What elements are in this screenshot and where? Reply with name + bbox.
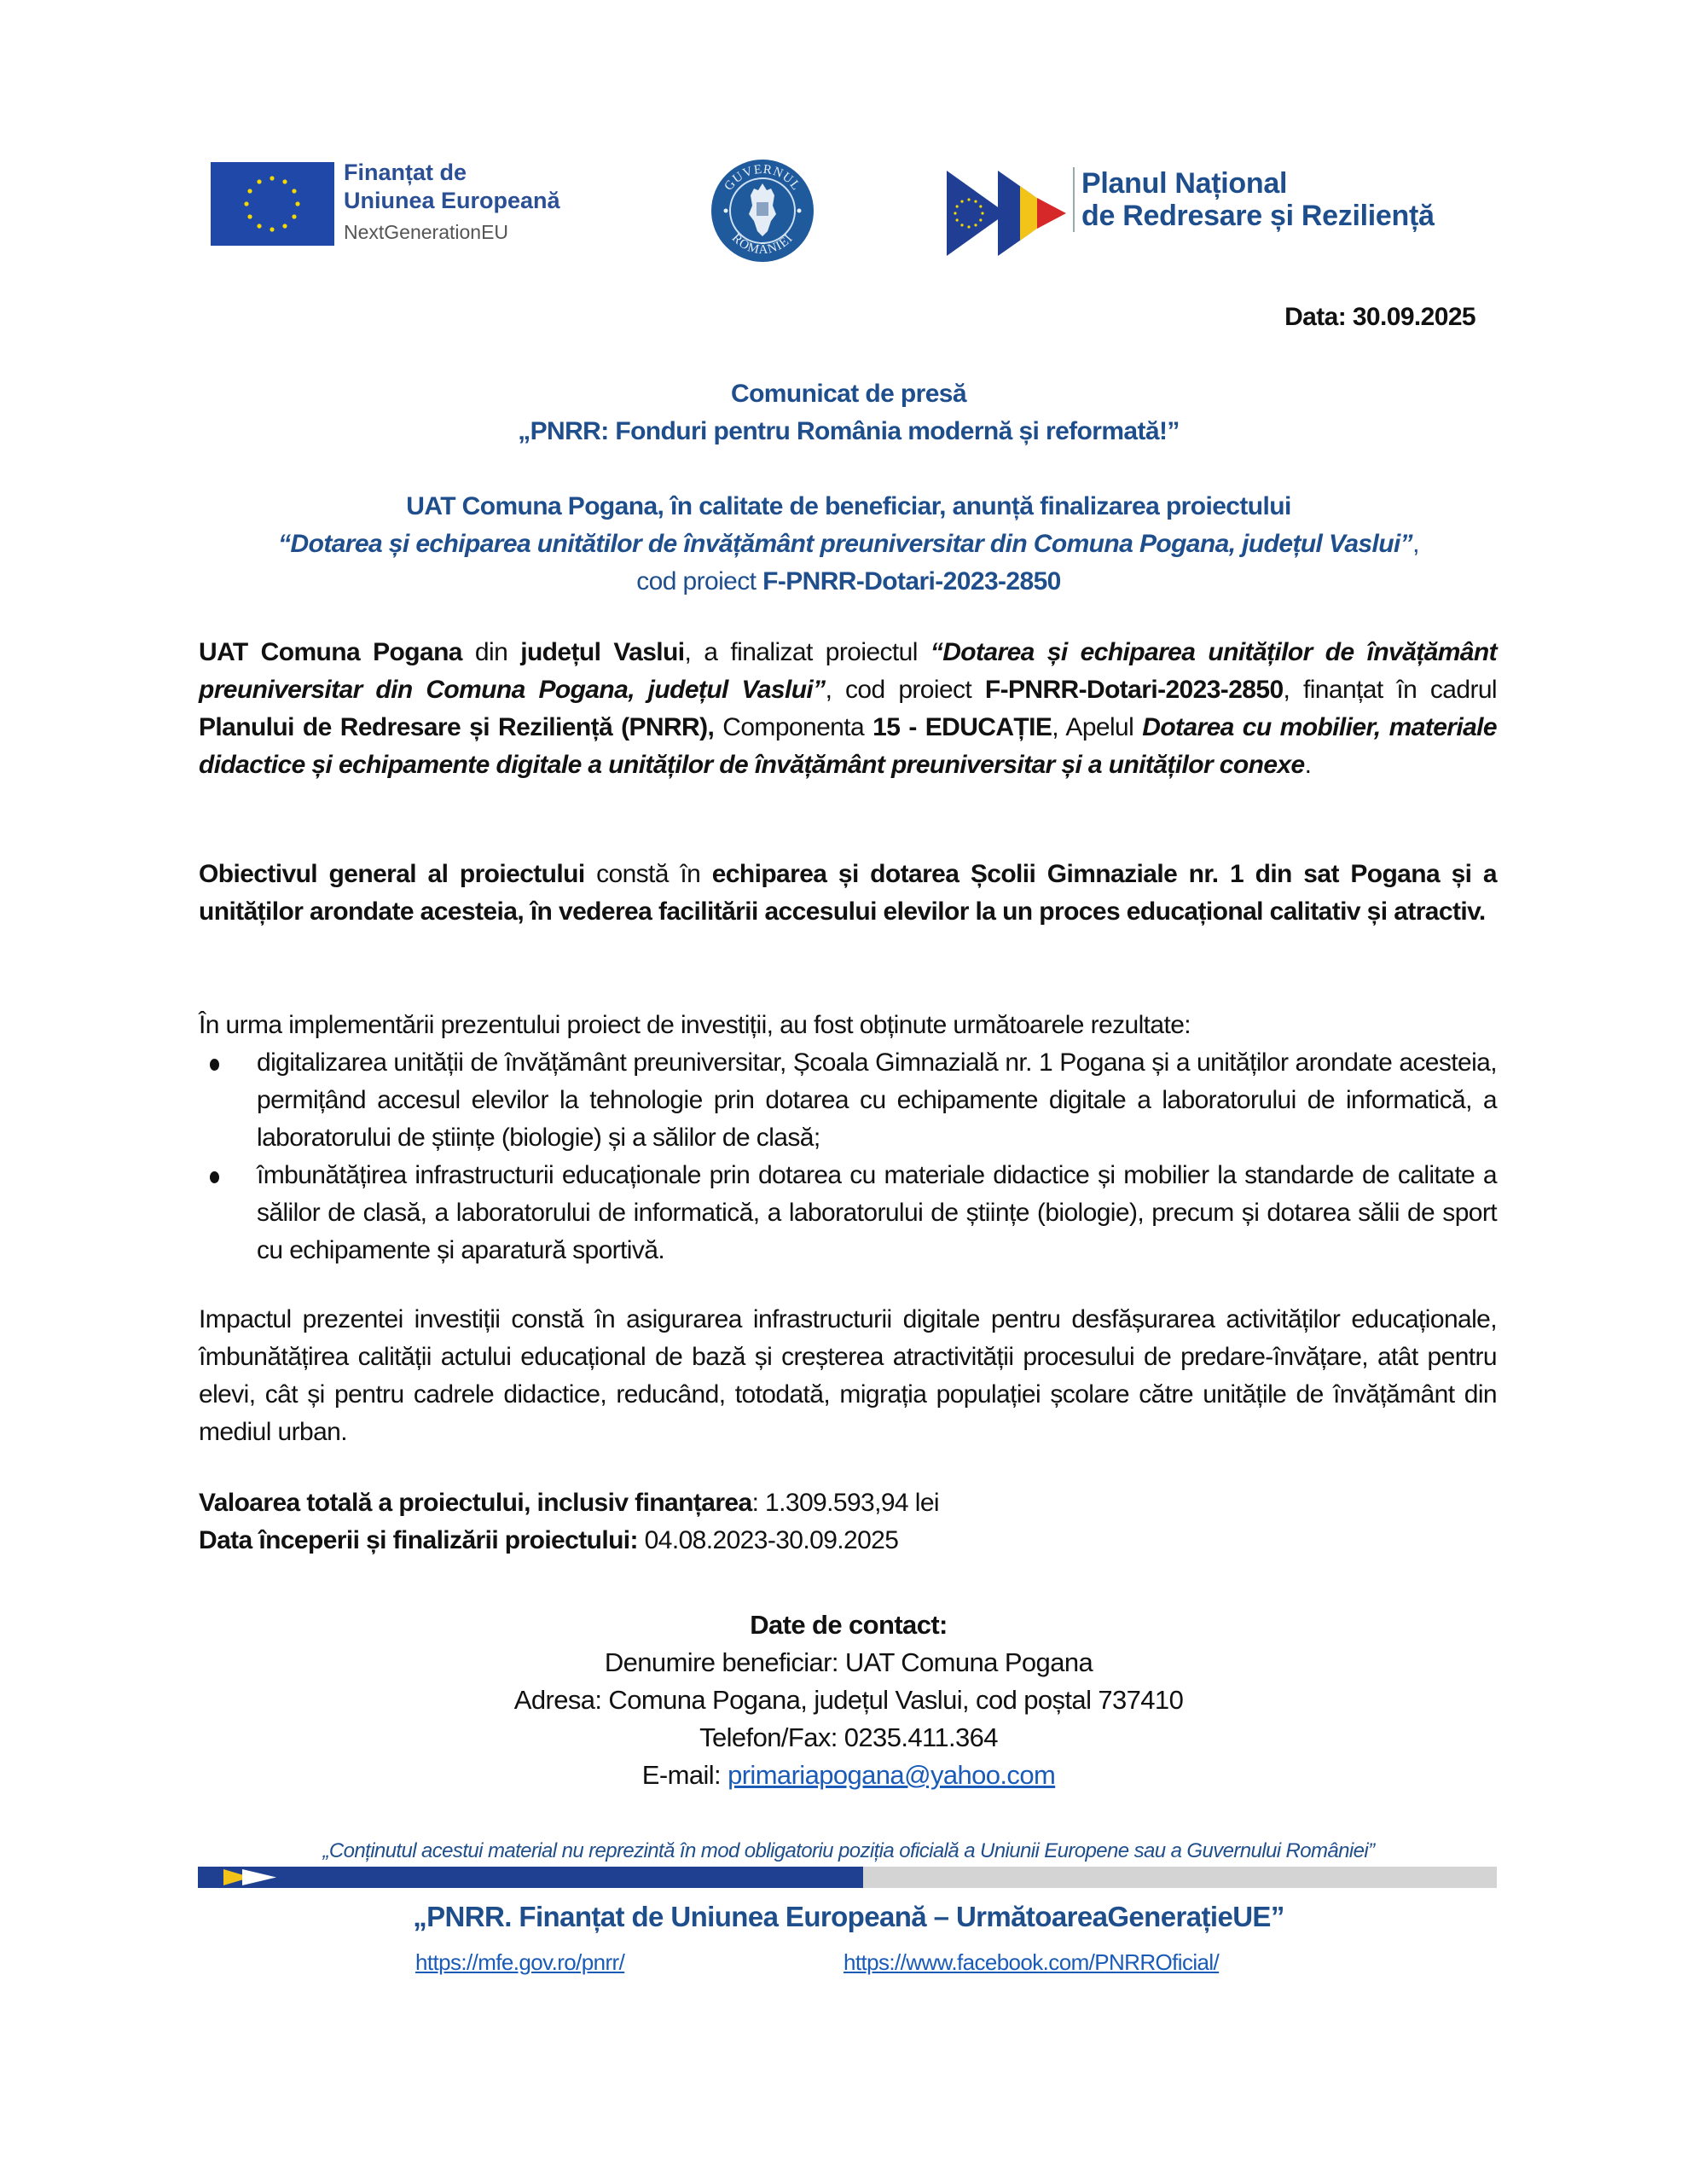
star-icon xyxy=(960,224,963,226)
footer-band xyxy=(198,1867,1497,1888)
footer-band-gray xyxy=(863,1867,1497,1888)
seal-top-text: GUVERNUL xyxy=(722,162,803,194)
results-section xyxy=(199,1007,1497,1269)
project-dates: 04.08.2023-30.09.2025 xyxy=(637,1526,899,1554)
project-value-line xyxy=(199,1484,939,1522)
project-value: 1.309.593,94 lei xyxy=(765,1489,939,1517)
list-item-text: digitalizarea unității de învățământ preuniversitar, Școala Gimnazială nr. 1 Pogana și a unităților arondate acesteia, permițând accesul elevilor la tehnologie prin dotarea cu echipamente digitale a laboratorului de informatică, a laboratorului de științe (biologie) și a sălilor de clasă; xyxy=(257,1048,1497,1152)
text-run: din xyxy=(461,638,521,666)
pnrr-facebook-link[interactable]: https://www.facebook.com/PNRROficial/ xyxy=(844,1949,1220,1975)
bullet-icon xyxy=(210,1059,219,1071)
program-name: Planului de Redresare și Reziliență (PNRR), xyxy=(199,713,715,741)
list-item-text: îmbunătățirea infrastructurii educaționale prin dotarea cu materiale didactice și mobilier la standarde de calitate a sălilor de clasă, a laboratorului de informatică, a laboratorului de științe (biologie), precum și dotarea sălii de sport cu echipamente și aparatură sportivă. xyxy=(257,1161,1497,1264)
footer-band-blue xyxy=(198,1867,863,1888)
pnrr-label-line2: de Redresare și Reziliență xyxy=(1081,200,1435,232)
project-description-paragraph xyxy=(199,634,1497,784)
footer-slogan: „PNRR. Finanțat de Uniunea Europeană – UrmătoareaGenerațieUE” xyxy=(413,1901,1284,1932)
star-icon xyxy=(247,189,252,193)
eu-flag-logo xyxy=(211,162,334,246)
star-icon xyxy=(244,201,248,206)
comma: , xyxy=(1412,530,1419,558)
text-run: , a finalizat proiectul xyxy=(684,638,930,666)
star-icon xyxy=(270,227,274,231)
contact-title: Date de contact: xyxy=(750,1610,948,1640)
impact-paragraph: Impactul prezentei investiții constă în asigurarea infrastructurii digitale pentru desfășurarea activităților educaționale, îmbunătățirea calității actului educațional de bază și creșterea atractivității procesului de predare-învățare, atât pentru elevi, cât și pentru cadrele didactice, reducând, totodată, migrația populației școlare către unitățile de învățământ din mediul urban. xyxy=(199,1305,1497,1446)
seal-bottom-text: ROMÂNIEI xyxy=(728,231,797,258)
text-run: . xyxy=(1304,751,1312,779)
star-icon xyxy=(292,214,296,218)
text-run: Componenta xyxy=(714,713,873,741)
project-dates-line xyxy=(199,1522,939,1560)
disclaimer: „Conținutul acestui material nu reprezintă în mod obligatoriu poziția oficială a Uniunii Europene sau a Guvernului României” xyxy=(322,1839,1375,1862)
separator: : xyxy=(751,1489,766,1517)
project-code-inline: F-PNRR-Dotari-2023-2850 xyxy=(984,676,1284,704)
announcement-line: UAT Comuna Pogana, în calitate de beneficiar, anunță finalizarea proiectului xyxy=(406,492,1291,520)
star-icon xyxy=(974,224,977,226)
project-title: “Dotarea și echiparea unitătilor de învățământ preuniversitar din Comuna Pogana, județul Vaslui” xyxy=(278,530,1413,558)
star-icon xyxy=(257,224,261,228)
text-run: , cod proiect xyxy=(825,676,985,704)
star-icon xyxy=(292,189,296,193)
project-code: F-PNRR-Dotari-2023-2850 xyxy=(762,567,1061,595)
document-date: Data: 30.09.2025 xyxy=(1284,303,1475,331)
project-summary xyxy=(199,1484,939,1560)
star-icon xyxy=(282,179,287,183)
star-icon xyxy=(956,218,959,221)
component-name: 15 - EDUCAȚIE xyxy=(872,713,1052,741)
star-icon xyxy=(956,205,959,207)
star-icon xyxy=(282,224,287,228)
contact-address: Adresa: Comuna Pogana, județul Vaslui, cod poștal 737410 xyxy=(513,1685,1184,1715)
bullet-icon xyxy=(210,1171,219,1183)
project-title-inline: “Dotarea și echiparea unităților de învățământ preuniversitar din Comuna Pogana, județul Vaslui” xyxy=(199,638,1497,704)
objective-lead: Obiectivul general al proiectului xyxy=(199,860,585,888)
footer-arrows-icon xyxy=(198,1867,283,1888)
star-icon xyxy=(247,214,252,218)
romanian-government-seal-logo xyxy=(710,158,815,264)
list-item xyxy=(199,1157,1497,1269)
press-release-heading xyxy=(196,375,1501,450)
objective-paragraph xyxy=(199,856,1497,931)
star-icon xyxy=(979,205,982,207)
project-announcement xyxy=(196,488,1501,601)
contact-block xyxy=(196,1606,1501,1794)
press-release-title: Comunicat de presă xyxy=(731,380,966,408)
call-name: Dotarea cu mobilier, materiale didactice și echipamente digitale a unităților de învățământ preuniversitar și a unităților conexe xyxy=(199,713,1498,779)
star-icon xyxy=(257,179,261,183)
text-run: constă în xyxy=(584,860,712,888)
results-intro: În urma implementării prezentului proiect de investiții, au fost obținute următoarele rezultate: xyxy=(199,1011,1191,1039)
beneficiary-name: UAT Comuna Pogana xyxy=(199,638,462,666)
star-icon xyxy=(295,201,299,206)
eu-funding-label xyxy=(344,159,560,247)
contact-email-link[interactable]: primariapogana@yahoo.com xyxy=(728,1760,1056,1790)
star-icon xyxy=(981,212,983,214)
government-seal-icon xyxy=(710,158,815,264)
text-run: , finanțat în cadrul xyxy=(1283,676,1497,704)
eu-label-line3: NextGenerationEU xyxy=(344,221,509,243)
list-item xyxy=(199,1044,1497,1157)
star-icon xyxy=(979,218,982,221)
contact-email-label: E-mail: xyxy=(641,1760,728,1790)
objective-body: echiparea și dotarea Școlii Gimnaziale nr. 1 din sat Pogana și a unităților arondate acesteia, în vederea facilitării accesului elevilor la un proces educațional calitativ și atractiv. xyxy=(199,860,1497,926)
contact-phone: Telefon/Fax: 0235.411.364 xyxy=(699,1722,998,1752)
pnrr-label-line1: Planul Național xyxy=(1081,167,1288,200)
press-release-slogan: „PNRR: Fonduri pentru România modernă și reformată!” xyxy=(518,417,1180,445)
mfe-pnrr-link[interactable]: https://mfe.gov.ro/pnrr/ xyxy=(415,1949,625,1975)
star-icon xyxy=(960,200,963,203)
star-icon xyxy=(967,198,970,200)
eu-label-line2: Uniunea Europeană xyxy=(344,188,560,213)
eu-label-line1: Finanțat de xyxy=(344,160,467,185)
text-run: , Apelul xyxy=(1052,713,1143,741)
eu-stars-icon xyxy=(211,162,334,246)
star-icon xyxy=(967,225,970,228)
pnrr-label xyxy=(1073,167,1435,232)
pnrr-arrows-logo xyxy=(947,171,1070,260)
star-icon xyxy=(974,200,977,203)
star-icon xyxy=(954,212,956,214)
project-dates-label: Data începerii și finalizării proiectului: xyxy=(199,1526,638,1554)
project-value-label: Valoarea totală a proiectului, inclusiv finanțarea xyxy=(199,1489,752,1517)
results-list xyxy=(199,1044,1497,1269)
star-icon xyxy=(270,176,274,180)
project-code-label: cod proiect xyxy=(636,567,763,595)
county-name: județul Vaslui xyxy=(520,638,685,666)
contact-beneficiary: Denumire beneficiar: UAT Comuna Pogana xyxy=(604,1647,1093,1677)
